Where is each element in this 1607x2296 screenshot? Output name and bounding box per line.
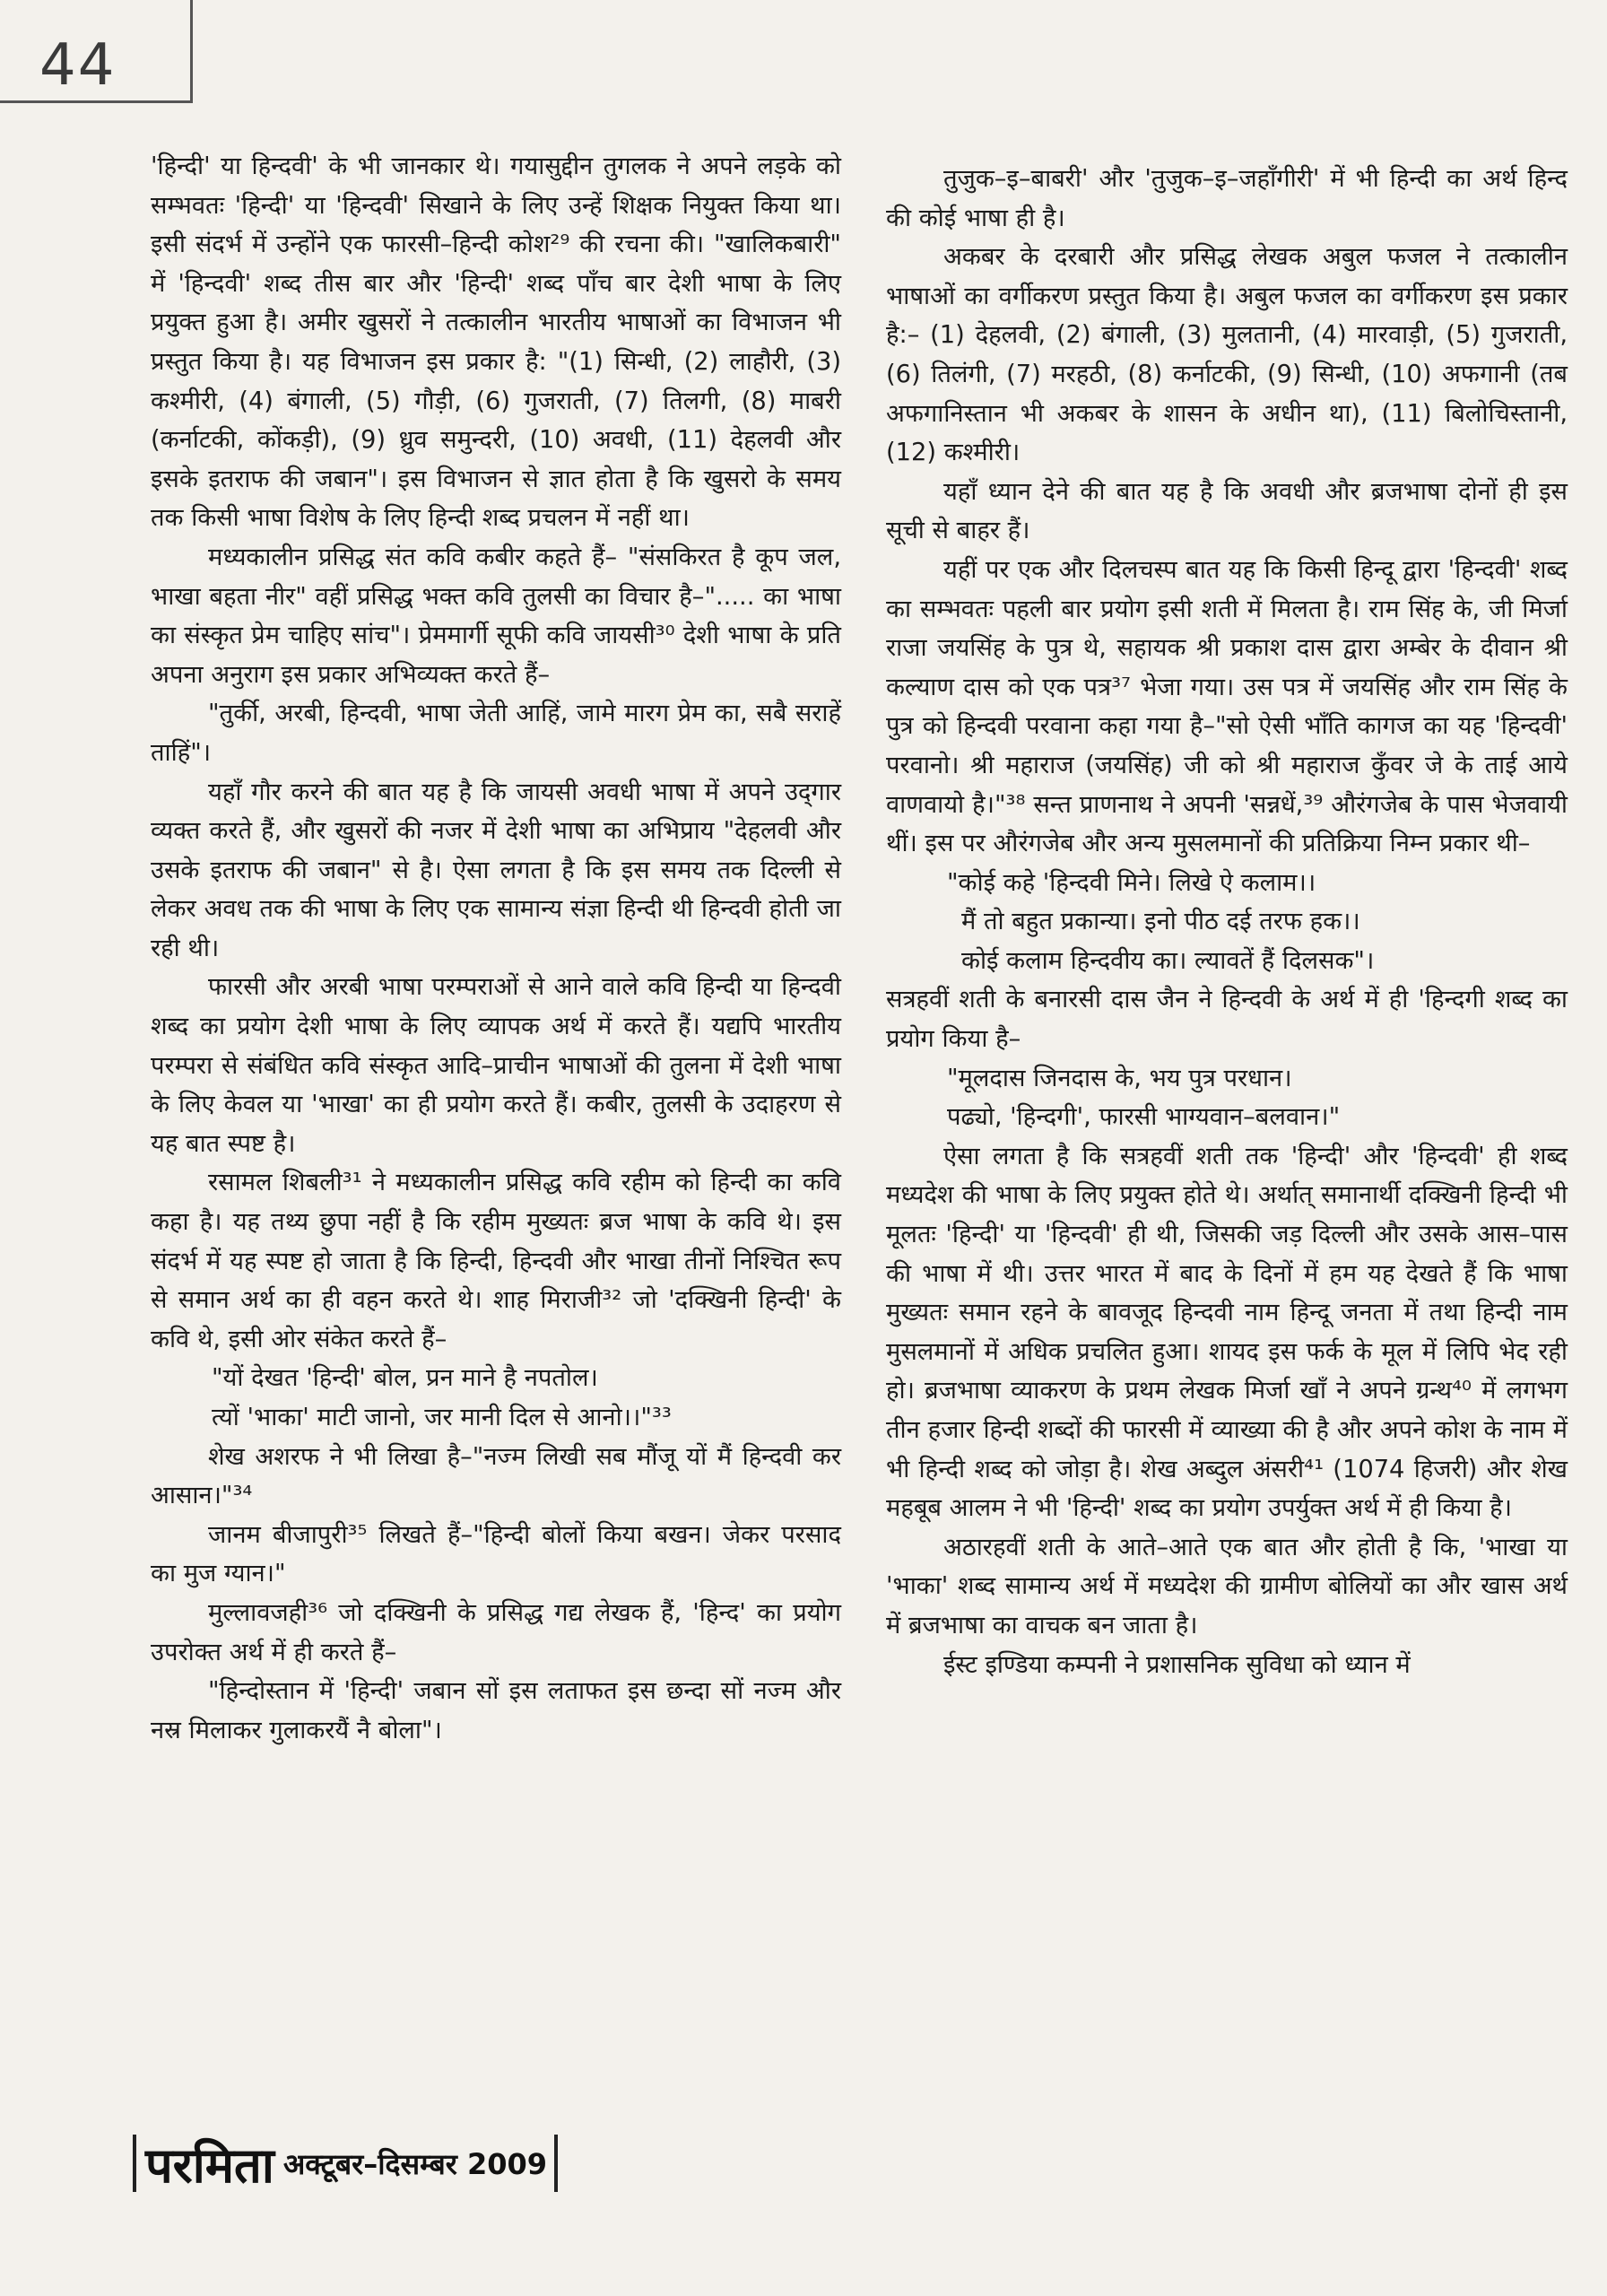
paragraph: यहीं पर एक और दिलचस्प बात यह कि किसी हिन्दू द्वारा 'हिन्दवी' शब्द का सम्भवतः पहली बार प्रयोग इसी शती में मिलता है। राम सिंह के, जी मिर्जा राजा जयसिंह के पुत्र थे, सहायक श्री प्रकाश दास द्वारा अम्बेर के दीवान श्री कल्याण दास को एक पत्र³⁷ भेजा गया। उस पत्र में जयसिंह और राम सिंह के पुत्र को हिन्दवी परवाना कहा गया है–"सो ऐसी भाँति कागज का यह 'हिन्दवी' परवानो। श्री महाराज (जयसिंह) जी को श्री महाराज कुँवर जे के ताई आये वाणवायो है।"³⁸ सन्त प्राणनाथ ने अपनी 'सन्नधें,³⁹ औरंगजेब के पास भेजवायी थीं। इस पर औरंगजेब और अन्य मुसलमानों की प्रतिक्रिया निम्न प्रकार थी– — [886, 555, 1568, 858]
paragraph: "हिन्दोस्तान में 'हिन्दी' जबान सों इस लताफत इस छन्दा सों नज्म और नस्र मिलाकर गुलाकरयैं नै बोला"। — [151, 1677, 841, 1744]
paragraph: ऐसा लगता है कि सत्रहवीं शती तक 'हिन्दी' और 'हिन्दवी' ही शब्द मध्यदेश की भाषा के लिए प्रयुक्त होते थे। अर्थात् समानार्थी दक्खिनी हिन्दी भी मूलतः 'हिन्दी' या 'हिन्दवी' ही थी, जिसकी जड़ दिल्ली और उसके आस–पास की भाषा में थी। उत्तर भारत में बाद के दिनों में हम यह देखते हैं कि भाषा मुख्यतः समान रहने के बावजूद हिन्दवी नाम हिन्दू जनता में तथा हिन्दी नाम मुसलमानों में अधिक प्रचलित हुआ। शायद इस फर्क के मूल में लिपि भेद रही हो। ब्रजभाषा व्याकरण के प्रथम लेखक मिर्जा खाँ ने अपने ग्रन्थ⁴⁰ में लगभग तीन हजार हिन्दी शब्दों की फारसी में व्याख्या की है और अपने कोश के नाम में भी हिन्दी शब्द को जोड़ा है। शेख अब्दुल अंसरी⁴¹ (1074 हिजरी) और शेख महबूब आलम ने भी 'हिन्दी' शब्द का प्रयोग उपर्युक्त अर्थ में ही किया है। — [886, 1142, 1568, 1523]
paragraph: शेख अशरफ ने भी लिखा है–"नज्म लिखी सब मौंजू यों मैं हिन्दवी कर आसान।"³⁴ — [151, 1442, 841, 1510]
header-rule — [0, 100, 190, 103]
header-divider — [190, 0, 193, 103]
paragraph: फारसी और अरबी भाषा परम्पराओं से आने वाले कवि हिन्दी या हिन्दवी शब्द का प्रयोग देशी भाषा के लिए व्यापक अर्थ में करते हैं। यद्यपि भारतीय परम्परा से संबंधित कवि संस्कृत आदि–प्राचीन भाषाओं की तुलना में देशी भाषा के लिए केवल या 'भाखा' का ही प्रयोग करते हैं। कबीर, तुलसी के उदाहरण से यह बात स्पष्ट है। — [151, 973, 841, 1158]
verse-line: "मूलदास जिनदास के, भय पुत्र परधान। — [947, 1064, 1292, 1092]
verse-line: "कोई कहे 'हिन्दवी मिने। लिखे ऐ कलाम।। — [947, 868, 1316, 897]
right-column — [886, 160, 1568, 1684]
paragraph: मध्यकालीन प्रसिद्ध संत कवि कबीर कहते हैं– "संसकिरत है कूप जल, भाखा बहता नीर" वहीं प्रसिद्ध भक्त कवि तुलसी का विचार है–"..... का भाषा का संस्कृत प्रेम चाहिए सांच"। प्रेममार्गी सूफी कवि जायसी³⁰ देशी भाषा के प्रति अपना अनुराग इस प्रकार अभिव्यक्त करते हैं– — [151, 543, 841, 689]
paragraph: "तुर्की, अरबी, हिन्दवी, भाषा जेती आहिं, जामे मारग प्रेम का, सबै सराहें ताहिं"। — [151, 700, 841, 767]
paragraph: यहाँ गौर करने की बात यह है कि जायसी अवधी भाषा में अपने उद्‌गार व्यक्त करते हैं, और खुसरों की नजर में देशी भाषा का अभिप्राय "देहलवी और उसके इतराफ की जबान" से है। ऐसा लगता है कि इस समय तक दिल्ली से लेकर अवध तक की भाषा के लिए एक सामान्य संज्ञा हिन्दी थी हिन्दवी होती जा रही थी। — [151, 778, 841, 962]
paragraph: सत्रहवीं शती के बनारसी दास जैन ने हिन्दवी के अर्थ में ही 'हिन्दगी शब्द का प्रयोग किया है– — [886, 986, 1568, 1054]
footer — [133, 2127, 558, 2199]
left-column — [151, 147, 841, 1750]
issue-date: अक्टूबर–दिसम्बर 2009 — [282, 2146, 548, 2181]
paragraph: रसामल शिबली³¹ ने मध्यकालीन प्रसिद्ध कवि रहीम को हिन्दी का कवि कहा है। यह तथ्य छुपा नहीं है कि रहीम मुख्यतः ब्रज भाषा के कवि थे। इस संदर्भ में यह स्पष्ट हो जाता है कि हिन्दी, हिन्दवी और भाखा तीनों निश्चित रूप से समान अर्थ का ही वहन करते थे। शाह मिराजी³² जो 'दक्खिनी हिन्दी' के कवि थे, इसी ओर संकेत करते हैं– — [151, 1169, 841, 1353]
footer-bar-right — [554, 2135, 558, 2192]
verse-line: "यों देखत 'हिन्दी' बोल, प्रन माने है नपतोल। — [212, 1364, 598, 1393]
paragraph: मुल्लावजही³⁶ जो दक्खिनी के प्रसिद्ध गद्य लेखक हैं, 'हिन्द' का प्रयोग उपरोक्त अर्थ में ही करते हैं– — [151, 1598, 841, 1666]
paragraph: यहाँ ध्यान देने की बात यह है कि अवधी और ब्रजभाषा दोनों ही इस सूची से बाहर हैं। — [886, 477, 1568, 545]
footer-bar-left — [133, 2135, 136, 2192]
paragraph: तुजुक–इ–बाबरी' और 'तुजुक–इ–जहाँगीरी' में भी हिन्दी का अर्थ हिन्द की कोई भाषा ही है। — [886, 165, 1568, 232]
paragraph: जानम बीजापुरी³⁵ लिखते हैं–"हिन्दी बोलों किया बखन। जेकर परसाद का मुज ग्यान।" — [151, 1520, 841, 1588]
page-number: 44 — [39, 32, 117, 99]
magazine-title: परमिता — [145, 2136, 274, 2194]
verse-line: त्यों 'भाका' माटी जानो, जर मानी दिल से आनो।।"³³ — [212, 1404, 672, 1431]
paragraph: अकबर के दरबारी और प्रसिद्ध लेखक अबुल फजल ने तत्कालीन भाषाओं का वर्गीकरण प्रस्तुत किया है। अबुल फजल का वर्गीकरण इस प्रकार है:– (1) देहलवी, (2) बंगाली, (3) मुलतानी, (4) मारवाड़ी, (5) गुजराती, (6) तिलंगी, (7) मरहठी, (8) कर्नाटकी, (9) सिन्धी, (10) अफगानी (तब अफगानिस्तान भी अकबर के शासन के अधीन था), (11) बिलोचिस्तानी, (12) कश्मीरी। — [886, 243, 1568, 467]
verse-line: पढ्यो, 'हिन्दगी', फारसी भाग्यवान–बलवान।" — [947, 1103, 1341, 1132]
verse-line: मैं तो बहुत प्रकान्या। इनो पीठ दई तरफ हक।। — [961, 908, 1360, 936]
paragraph: ईस्ट इण्डिया कम्पनी ने प्रशासनिक सुविधा को ध्यान में — [943, 1650, 1411, 1679]
verse-line: कोई कलाम हिन्दवीय का। ल्यावतें हैं दिलसक"। — [961, 946, 1375, 975]
paragraph: अठारहवीं शती के आते–आते एक बात और होती है कि, 'भाखा या 'भाका' शब्द सामान्य अर्थ में मध्यदेश की ग्रामीण बोलियों का और खास अर्थ में ब्रजभाषा का वाचक बन जाता है। — [886, 1533, 1568, 1639]
paragraph: 'हिन्दी' या हिन्दवी' के भी जानकार थे। गयासुद्दीन तुगलक ने अपने लड़के को सम्भवतः 'हिन्दी' या 'हिन्दवी' सिखाने के लिए उन्हें शिक्षक नियुक्त किया था। इसी संदर्भ में उन्होंने एक फारसी–हिन्दी कोश²⁹ की रचना की। "खालिकबारी" में 'हिन्दवी' शब्द तीस बार और 'हिन्दी' शब्द पाँच बार देशी भाषा के लिए प्रयुक्त हुआ है। अमीर खुसरों ने तत्कालीन भारतीय भाषाओं का विभाजन भी प्रस्तुत किया है। यह विभाजन इस प्रकार है: "(1) सिन्धी, (2) लाहौरी, (3) कश्मीरी, (4) बंगाली, (5) गौड़ी, (6) गुजराती, (7) तिलगी, (8) माबरी (कर्नाटकी, कोंकड़ी), (9) ध्रुव समुन्दरी, (10) अवधी, (11) देहलवी और इसके इतराफ की जबान"। इस विभाजन से ज्ञात होता है कि खुसरो के समय तक किसी भाषा विशेष के लिए हिन्दी शब्द प्रचलन में नहीं था। — [151, 152, 841, 533]
